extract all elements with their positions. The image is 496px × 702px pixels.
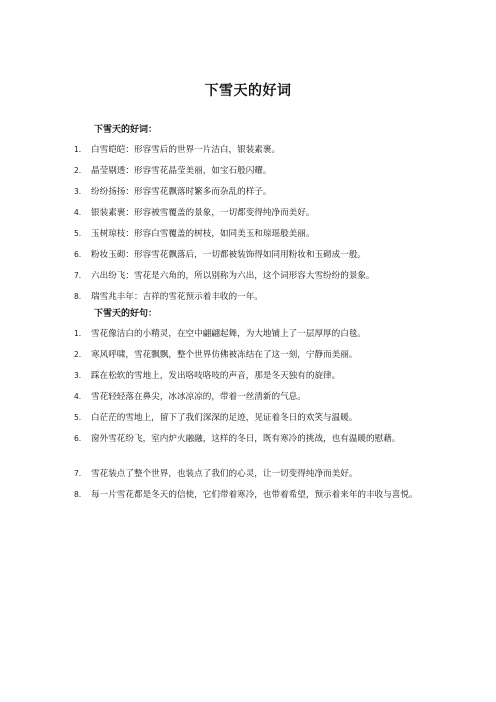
- list-item-number: 5.: [74, 229, 82, 238]
- list-item-text: 玉树琼枝：形容白雪覆盖的树枝，如同美玉和琼瑶般美丽。: [91, 229, 315, 239]
- list-item-text: 白茫茫的雪地上，留下了我们深深的足迹，见证着冬日的欢笑与温暖。: [91, 413, 358, 423]
- list-item: [0, 369, 496, 390]
- list-item-text: 晶莹剔透：形容雪花晶莹美丽，如宝石般闪耀。: [91, 166, 272, 176]
- list-item: [0, 290, 496, 311]
- list-item-text: 银装素裹：形容被雪覆盖的景象，一切都变得纯净而美好。: [91, 208, 315, 218]
- list-item: [0, 143, 496, 164]
- list-item: [0, 185, 496, 206]
- list-item-text: 每一片雪花都是冬天的信使，它们带着寒冷，也带着希望，预示着来年的丰收与喜悦。: [91, 490, 418, 500]
- list-item-number: 3.: [74, 187, 82, 196]
- list-item-number: 5.: [74, 413, 82, 422]
- list-item-text: 纷纷扬扬：形容雪花飘落时繁多而杂乱的样子。: [91, 187, 272, 197]
- list-item: [0, 269, 496, 290]
- section-heading-sentences: 下雪天的好句：: [94, 309, 158, 319]
- list-item: [0, 432, 496, 467]
- list-item-text: 窗外雪花纷飞，室内炉火融融，这样的冬日，既有寒冷的挑战，也有温暖的慰藉。: [91, 434, 401, 444]
- list-item-number: 8.: [74, 292, 82, 301]
- list-item-text: 瑞雪兆丰年：吉祥的雪花预示着丰收的一年。: [91, 292, 263, 302]
- list-item: [0, 164, 496, 185]
- list-item: [0, 327, 496, 348]
- list-item-number: 7.: [74, 271, 82, 280]
- section-heading-words: 下雪天的好词：: [94, 125, 158, 135]
- list-item-number: 7.: [74, 469, 82, 478]
- list-item-text: 雪花装点了整个世界，也装点了我们的心灵，让一切变得纯净而美好。: [91, 469, 358, 479]
- list-item-number: 4.: [74, 392, 82, 401]
- list-item: [0, 390, 496, 411]
- list-item: [0, 467, 496, 488]
- list-item: [0, 348, 496, 369]
- words-list: [0, 143, 496, 311]
- list-item-number: 6.: [74, 434, 82, 443]
- list-item-number: 2.: [74, 166, 82, 175]
- list-item-number: 1.: [74, 145, 82, 154]
- list-item-number: 1.: [74, 329, 82, 338]
- list-item-text: 雪花轻轻落在鼻尖，冰冰凉凉的，带着一丝清新的气息。: [91, 392, 306, 402]
- list-item-number: 6.: [74, 250, 82, 259]
- list-item-number: 2.: [74, 350, 82, 359]
- list-item-text: 踩在松软的雪地上，发出咯吱咯吱的声音，那是冬天独有的旋律。: [91, 371, 341, 381]
- list-item: [0, 227, 496, 248]
- list-item-number: 4.: [74, 208, 82, 217]
- list-item: [0, 488, 496, 523]
- list-item-number: 8.: [74, 490, 82, 499]
- list-item-text: 六出纷飞：雪花是六角的，所以别称为六出，这个词形容大雪纷纷的景象。: [91, 271, 375, 281]
- list-item-text: 雪花像洁白的小精灵，在空中翩翩起舞，为大地铺上了一层厚厚的白毯。: [91, 329, 367, 339]
- list-item-number: 3.: [74, 371, 82, 380]
- document-title: 下雪天的好词: [204, 83, 292, 99]
- list-item-text: 粉妆玉砌：形容雪花飘落后，一切都被装饰得如同用粉妆和玉砌成一般。: [91, 250, 367, 260]
- list-item: [0, 206, 496, 227]
- sentences-list: [0, 327, 496, 523]
- list-item-text: 白雪皑皑：形容雪后的世界一片洁白，银装素裹。: [91, 145, 281, 155]
- list-item-text: 寒风呼啸，雪花飘飘，整个世界仿佛被冻结在了这一刻，宁静而美丽。: [91, 350, 358, 360]
- list-item: [0, 248, 496, 269]
- list-item: [0, 411, 496, 432]
